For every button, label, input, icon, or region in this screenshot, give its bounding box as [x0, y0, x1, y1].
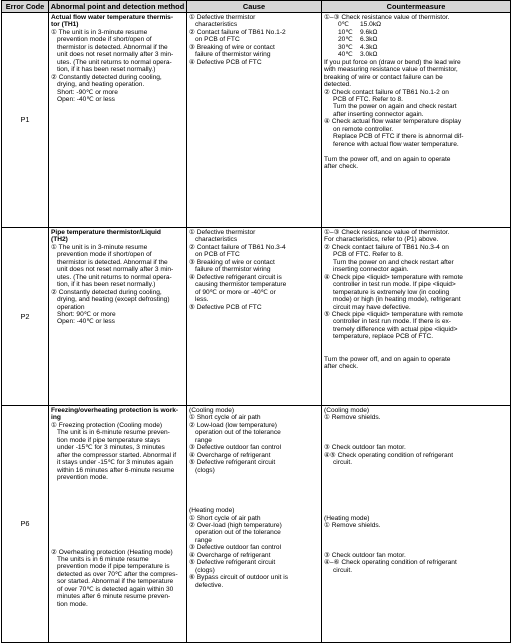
text-line: mode) or high (in heating mode), refrigerant: [333, 296, 461, 304]
text-line: utes. (The unit returns to normal opera-: [57, 58, 172, 66]
text-line: detected as over 70℃ after the compres-: [57, 570, 178, 578]
text-line: it stays under -15℃ for 3 minutes again: [57, 459, 173, 467]
spacer: [324, 341, 508, 356]
text-line: characteristics: [195, 236, 238, 244]
text-line: after check.: [324, 163, 359, 171]
text-line: (Cooling mode): [189, 407, 235, 414]
text-line: controller in test run mode. If pipe <liquid>: [333, 281, 456, 289]
text-line: ference with actual flow water temperature.: [333, 140, 459, 148]
abnormal-cell-p1: [49, 13, 187, 228]
resistance-row: 10℃ 9.6kΩ: [338, 28, 378, 36]
resistance-row: 40℃ 3.0kΩ: [338, 51, 378, 59]
spacer: [189, 474, 319, 507]
text-line: circuit may have defective.: [333, 303, 411, 311]
text-line: ① The unit is in 3-minute resume: [51, 243, 148, 251]
text-line: within 16 minutes after 6-minute resume: [57, 466, 175, 474]
text-line: ④ Defective PCB of FTC: [189, 58, 262, 66]
text-line: ③ Breaking of wire or contact: [189, 43, 275, 51]
text-line: Short: 90℃ or more: [57, 310, 116, 318]
title-line: Pipe temperature thermistor/Liquid: [51, 229, 161, 236]
text-line: after inserting connector again.: [333, 110, 424, 118]
text-line: circuit.: [333, 459, 353, 467]
text-line: ① Defective thermistor: [189, 14, 256, 21]
text-line: ③ Defective outdoor fan control: [189, 544, 282, 552]
text-line: Short: -90℃ or more: [57, 88, 118, 96]
spacer: [51, 482, 184, 549]
text-line: ② Low-load (low temperature): [189, 421, 278, 429]
text-line: ④ Check pipe <liquid> temperature with remote: [324, 273, 463, 281]
text-line: prevention mode if short/open of: [57, 36, 152, 44]
text-line: ③ Check outdoor fan motor.: [324, 444, 406, 452]
text-line: controller in test run mode. If there is ex-: [333, 318, 452, 326]
text-line: The units is in 6 minute resume: [57, 555, 149, 563]
text-line: ② Constantly detected during cooling,: [51, 73, 162, 81]
text-line: range: [195, 536, 212, 544]
countermeasure-cell-p2: [322, 228, 511, 406]
text-line: ① Freezing protection (Cooling mode): [51, 421, 163, 429]
text-line: (Cooling mode): [324, 407, 370, 414]
text-line: of 90℃ or more or -40℃ or: [195, 288, 276, 296]
text-line: tremely difference with actual pipe <liquid>: [333, 325, 458, 333]
error-code-table: [1, 0, 511, 643]
text-line: ①–③ Check resistance value of thermistor.: [324, 229, 450, 236]
text-line: tion mode if pipe temperature stays: [57, 436, 160, 444]
text-line: ② Overheating protection (Heating mode): [51, 548, 173, 556]
text-line: Open: -40℃ or less: [57, 95, 115, 103]
text-line: Turn the power on again and check restart: [333, 103, 457, 111]
text-line: ⑤ Check pipe <liquid> temperature with remote: [324, 310, 463, 318]
text-line: (clogs): [195, 466, 215, 474]
text-line: ① Remove shields.: [324, 522, 381, 530]
text-line: prevention mode.: [57, 474, 108, 482]
text-line: failure of thermistor wiring: [195, 266, 271, 274]
resistance-row: 20℃ 6.3kΩ: [338, 36, 378, 44]
title-line: ing: [51, 414, 61, 422]
table-row-p6: [2, 406, 511, 643]
text-line: tion, if it has been reset normally.): [57, 281, 156, 289]
text-line: unit does not reset normally after 3 min-: [57, 266, 174, 274]
text-line: ⑤ Defective refrigerant circuit: [189, 559, 276, 567]
text-line: with measuring resistance value of thermistor,: [324, 66, 458, 74]
header-abnormal: Abnormal point and detection method: [49, 1, 187, 13]
text-line: thermistor is detected. Abnormal if the: [57, 258, 168, 266]
text-line: of over 70℃ is detected again within 30: [57, 585, 174, 593]
resistance-row: 30℃ 4.3kΩ: [338, 43, 378, 51]
text-line: ② Contact failure of TB61 No.1-2: [189, 28, 286, 36]
text-line: failure of thermistor wiring: [195, 51, 271, 59]
text-line: ④ Overcharge of refrigerant: [189, 451, 271, 459]
spacer: [324, 148, 508, 155]
text-line: after check.: [324, 363, 359, 371]
text-line: sor started. Abnormal if the temperature: [57, 578, 174, 586]
abnormal-cell-p6: [49, 406, 187, 643]
title-line: tor (TH1): [51, 21, 79, 29]
text-line: operation out of the tolerance: [195, 429, 281, 437]
text-line: The unit is in 6-minute resume preven-: [57, 429, 170, 437]
cause-cell-p1: [187, 13, 322, 228]
title-line: Freezing/overheating protection is work-: [51, 407, 179, 414]
text-line: breaking of wire or contact failure can be: [324, 73, 443, 81]
text-line: range: [195, 436, 212, 444]
text-line: ① Remove shields.: [324, 414, 381, 422]
text-line: PCB of FTC. Refer to 8.: [333, 251, 403, 259]
text-line: Turn the power off, and on again to operate: [324, 355, 451, 363]
text-line: ⑤ Defective PCB of FTC: [189, 303, 262, 311]
error-code-p1: P1: [2, 13, 49, 228]
resistance-row: 0℃ 15.0kΩ: [338, 21, 382, 29]
text-line: ④ Overcharge of refrigerant: [189, 551, 271, 559]
text-line: ④⑤ Check operating condition of refrigerant: [324, 451, 454, 459]
text-line: (Heating mode): [324, 514, 370, 522]
text-line: ① Defective thermistor: [189, 229, 256, 236]
text-line: thermistor is detected. Abnormal if the: [57, 43, 168, 51]
text-line: ⑤ Defective refrigerant circuit: [189, 459, 276, 467]
table-row-p2: [2, 228, 511, 406]
abnormal-cell-p2: [49, 228, 187, 406]
text-line: under -15℃ for 3 minutes, 3 minutes: [57, 444, 165, 452]
text-line: prevention mode if short/open of: [57, 251, 152, 259]
text-line: causing thermistor temperature: [195, 281, 287, 289]
text-line: ①–③ Check resistance value of thermistor.: [324, 14, 450, 21]
text-line: Open: -40℃ or less: [57, 318, 115, 326]
countermeasure-cell-p6: [322, 406, 511, 643]
table-header-row: [2, 1, 511, 13]
text-line: ⑥ Bypass circuit of outdoor unit is: [189, 574, 288, 582]
table-row-p1: [2, 13, 511, 228]
text-line: tion mode.: [57, 600, 88, 608]
text-line: Turn the power off, and on again to operate: [324, 155, 451, 163]
text-line: ④ Check actual flow water temperature display: [324, 118, 462, 126]
error-code-p2: P2: [2, 228, 49, 406]
text-line: Replace PCB of FTC if there is abnormal dif-: [333, 133, 464, 141]
text-line: detected.: [324, 81, 352, 89]
text-line: tion, if it has been reset normally.): [57, 66, 156, 74]
text-line: (Heating mode): [189, 507, 235, 515]
cause-cell-p6: [187, 406, 322, 643]
countermeasure-cell-p1: [322, 13, 511, 228]
text-line: ③ Breaking of wire or contact: [189, 258, 275, 266]
text-line: after the compressor started. Abnormal if: [57, 451, 177, 459]
text-line: ① Short cycle of air path: [189, 514, 261, 522]
text-line: ② Over-load (high temperature): [189, 521, 282, 529]
text-line: drying, and heating operation.: [57, 81, 145, 89]
text-line: operation out of the tolerance: [195, 529, 281, 537]
text-line: PCB of FTC. Refer to 8.: [333, 95, 403, 103]
spacer: [324, 467, 508, 515]
text-line: ② Check contact failure of TB61 No.3-4 on: [324, 243, 449, 251]
header-error-code: Error Code: [2, 1, 49, 13]
spacer: [324, 422, 508, 444]
text-line: Turn the power on and check restart after: [333, 258, 454, 266]
text-line: drying, and heating (except defrosting): [57, 296, 170, 304]
text-line: on remote controller.: [333, 125, 394, 133]
text-line: inserting connector again.: [333, 266, 409, 274]
text-line: temperature is extremely low (in cooling: [333, 288, 450, 296]
text-line: ② Contact failure of TB61 No.3-4: [189, 243, 286, 251]
text-line: utes. (The unit returns to normal opera-: [57, 273, 172, 281]
text-line: ④–⑥ Check operating condition of refrigerant: [324, 559, 457, 567]
text-line: characteristics: [195, 21, 238, 29]
error-code-p6: P6: [2, 406, 49, 643]
text-line: unit does not reset normally after 3 min-: [57, 51, 174, 59]
text-line: ② Check contact failure of TB61 No.1-2 on: [324, 88, 449, 96]
text-line: minutes after 6 minute resume preven-: [57, 593, 171, 601]
text-line: ② Constantly detected during cooling,: [51, 288, 162, 296]
text-line: For characteristics, refer to (P1) above.: [324, 236, 439, 244]
title-line: (TH2): [51, 236, 68, 244]
spacer: [324, 530, 508, 552]
text-line: temperature, replace PCB of FTC.: [333, 333, 434, 341]
text-line: ③ Check outdoor fan motor.: [324, 551, 406, 559]
text-line: circuit.: [333, 566, 353, 574]
text-line: on PCB of FTC: [195, 36, 240, 44]
text-line: ① The unit is in 3-minute resume: [51, 28, 148, 36]
text-line: ④ Defective refrigerant circuit is: [189, 273, 282, 281]
text-line: If you put force on (draw or bend) the lead wire: [324, 58, 461, 66]
cause-cell-p2: [187, 228, 322, 406]
header-cause: Cause: [187, 1, 322, 13]
text-line: (clogs): [195, 566, 215, 574]
text-line: prevention mode if pipe temperature is: [57, 563, 170, 571]
text-line: on PCB of FTC: [195, 251, 240, 259]
text-line: ① Short cycle of air path: [189, 414, 261, 422]
header-countermeasure: Countermeasure: [322, 1, 511, 13]
text-line: ③ Defective outdoor fan control: [189, 444, 282, 452]
text-line: less.: [195, 296, 209, 304]
text-line: defective.: [195, 581, 224, 589]
title-line: Actual flow water temperature thermis-: [51, 14, 174, 21]
text-line: operation: [57, 303, 85, 311]
